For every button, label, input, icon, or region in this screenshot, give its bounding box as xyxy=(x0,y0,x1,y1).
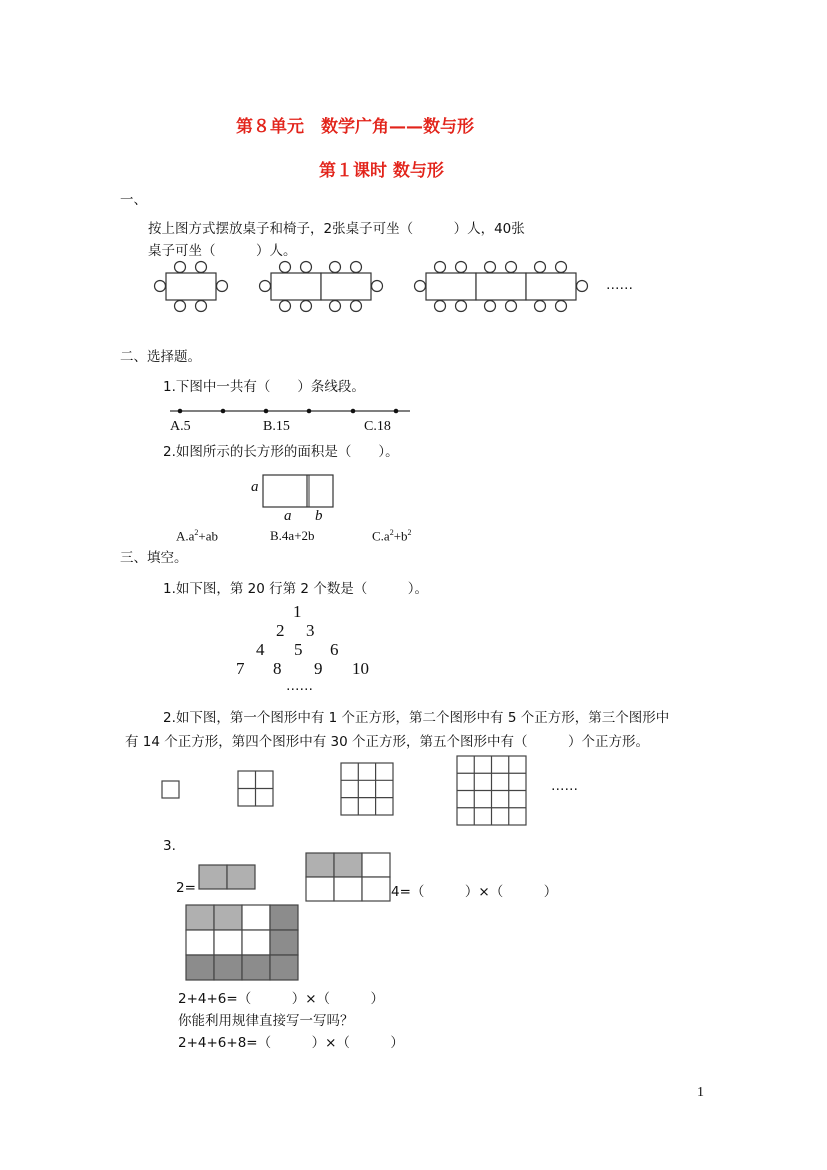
q3-3-eq2: 4=（ ）×（ ） xyxy=(391,884,558,900)
rect-label-a-side: a xyxy=(251,479,259,495)
lesson-title: 第１课时 数与形 xyxy=(319,161,444,181)
q2-1-option-c: C.18 xyxy=(364,419,391,434)
triangle-number: 9 xyxy=(314,659,323,678)
section-2-heading: 二、选择题。 xyxy=(120,349,201,365)
q3-3-number: 3. xyxy=(163,838,176,854)
page-number: 1 xyxy=(697,1085,704,1100)
rect-label-a-bottom: a xyxy=(284,508,292,524)
triangle-number: 8 xyxy=(273,659,282,678)
triangle-number: 6 xyxy=(330,640,339,659)
q3-3-eq1: 2= xyxy=(176,880,196,896)
triangle-number: 2 xyxy=(276,621,285,640)
q2-2-option-b: B.4a+2b xyxy=(270,528,315,543)
q3-2-text-line2: 有 14 个正方形，第四个图形中有 30 个正方形，第五个图形中有（ ）个正方形。 xyxy=(125,734,650,750)
q2-1-text: 1.下图中一共有（ ）条线段。 xyxy=(163,379,365,395)
q2-2-option-c: $C.a^2+b^2$ xyxy=(372,528,412,544)
tables-ellipsis: …… xyxy=(606,277,633,293)
triangle-number: 7 xyxy=(236,659,245,678)
triangle-number: 4 xyxy=(256,640,265,659)
section-1-text-line2: 桌子可坐（ ）人。 xyxy=(148,243,297,259)
q2-2-option-a: $A.a^2+ab$ xyxy=(176,528,219,544)
rect-label-b-bottom: b xyxy=(315,508,323,524)
section-1-text-line1: 按上图方式摆放桌子和椅子，2张桌子可坐（ ）人，40张 xyxy=(148,221,525,237)
q2-1-option-b: B.15 xyxy=(263,419,290,434)
triangle-ellipsis: …… xyxy=(286,678,313,694)
section-1-number: 一、 xyxy=(120,192,147,208)
triangle-number: 5 xyxy=(294,640,303,659)
triangle-number: 10 xyxy=(352,659,369,678)
q3-3-prompt: 你能利用规律直接写一写吗？ xyxy=(178,1013,354,1029)
section-3-heading: 三、填空。 xyxy=(120,550,188,566)
q2-2-text: 2.如图所示的长方形的面积是（ ）。 xyxy=(163,444,399,460)
q3-1-text: 1.如下图，第 20 行第 2 个数是（ ）。 xyxy=(163,581,429,597)
q3-3-eq3: 2+4+6=（ ）×（ ） xyxy=(178,991,385,1007)
triangle-number: 1 xyxy=(293,602,302,621)
triangle-number: 3 xyxy=(306,621,315,640)
q3-2-text-line1: 2.如下图，第一个图形中有 1 个正方形，第二个图形中有 5 个正方形，第三个图形中 xyxy=(163,710,670,726)
unit-title: 第８单元 数学广角——数与形 xyxy=(236,117,474,137)
q3-3-eq4: 2+4+6+8=（ ）×（ ） xyxy=(178,1035,404,1051)
q2-1-option-a: A.5 xyxy=(170,419,191,434)
square-grids-ellipsis: …… xyxy=(551,778,578,794)
